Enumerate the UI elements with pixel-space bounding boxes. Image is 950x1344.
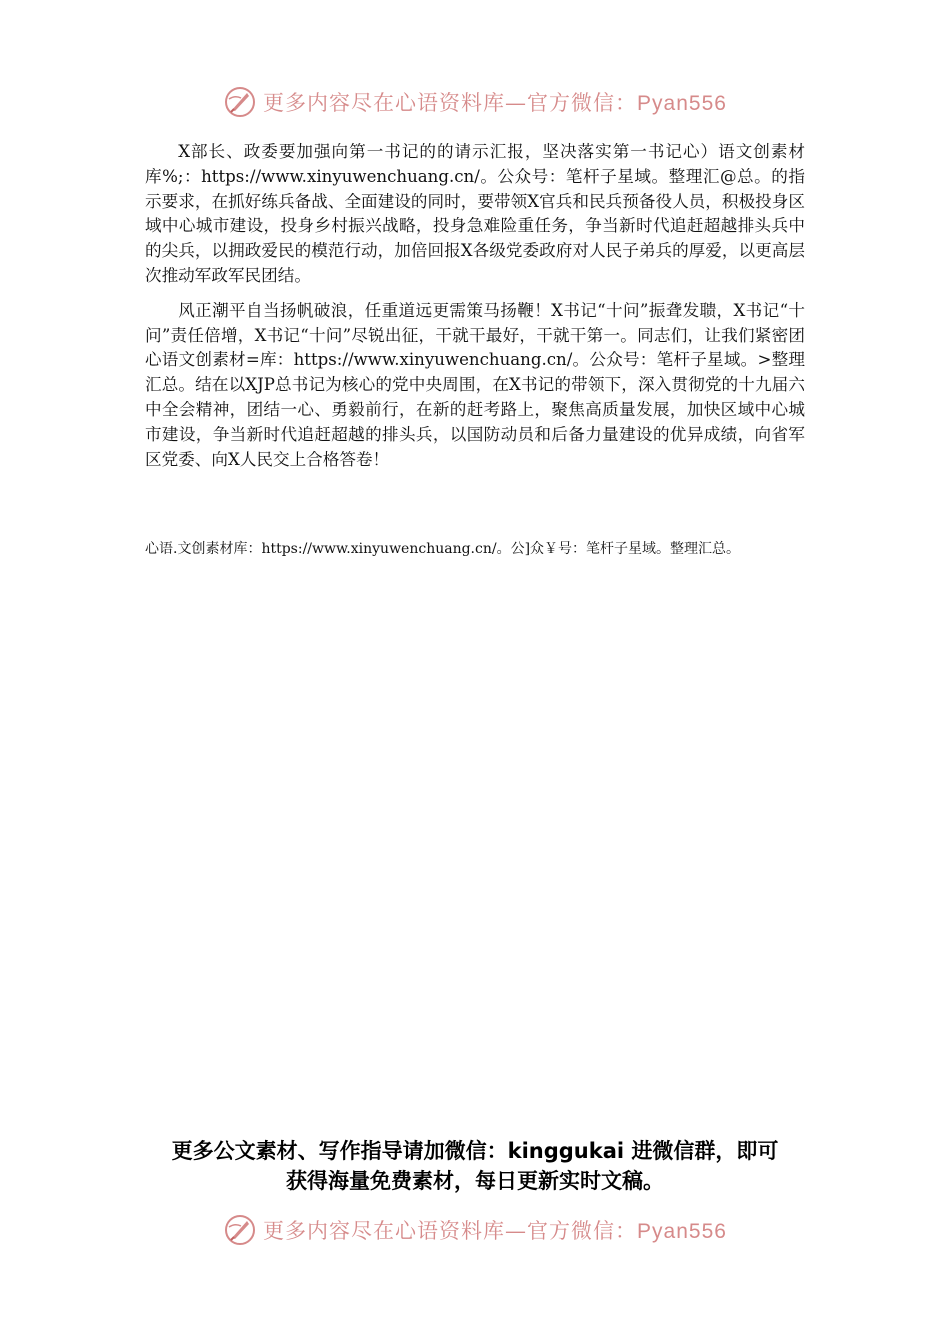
document-body — [145, 140, 805, 482]
paragraph-1: X部长、政委要加强向第一书记的的请示汇报，坚决落实第一书记心）语文创素材库%;：https://www.xinyuwenchuang.cn/。公众号：笔杆子星域。整理汇@总。的指示要求，在抓好练兵备战、全面建设的同时，要带领X官兵和民兵预备役人员，积极投身区域中心城市建设，投身乡村振兴战略，投身急难险重任务，争当新时代追赶超越排头兵中的尖兵，以拥政爱民的模范行动，加倍回报X各级党委政府对人民子弟兵的厚爱，以更高层次推动军政军民团结。 — [145, 142, 805, 285]
watermark-text — [263, 87, 727, 117]
promo-line-1: 更多公文素材、写作指导请加微信：kinggukai 进微信群，即可 — [171, 1139, 779, 1163]
promo-notice — [140, 1136, 810, 1196]
quill-logo-icon — [223, 85, 257, 119]
header-watermark — [0, 82, 950, 122]
paragraph-2: 风正潮平自当扬帆破浪，任重道远更需策马扬鞭！X书记“十问”振聋发聩，X书记“十问”责任倍增，X书记“十问”尽锐出征，干就干最好，干就干第一。同志们，让我们紧密团心语文创素材=库：https://www.xinyuwenchuang.cn/。公众号：笔杆子星域。>整理汇总。结在以XJP总书记为核心的党中央周围，在X书记的带领下，深入贯彻党的十九届六中全会精神，团结一心、勇毅前行，在新的赶考路上，聚焦高质量发展，加快区域中心城市建设，争当新时代追赶超越的排头兵，以国防动员和后备力量建设的优异成绩，向省军区党委、向X人民交上合格答卷！ — [145, 300, 805, 469]
watermark-text — [263, 1215, 727, 1245]
source-note: 心语.文创素材库：https://www.xinyuwenchuang.cn/。公]众￥号：笔杆子星域。整理汇总。 — [145, 541, 741, 557]
watermark-label: 更多内容尽在心语资料库—官方微信： — [263, 91, 638, 115]
watermark-wechat-id: Pyan556 — [637, 92, 727, 115]
quill-logo-icon — [223, 1213, 257, 1247]
watermark-wechat-id: Pyan556 — [637, 1220, 727, 1243]
footer-watermark — [0, 1210, 950, 1250]
promo-line-2: 获得海量免费素材，每日更新实时文稿。 — [286, 1169, 664, 1193]
watermark-label: 更多内容尽在心语资料库—官方微信： — [263, 1219, 638, 1243]
